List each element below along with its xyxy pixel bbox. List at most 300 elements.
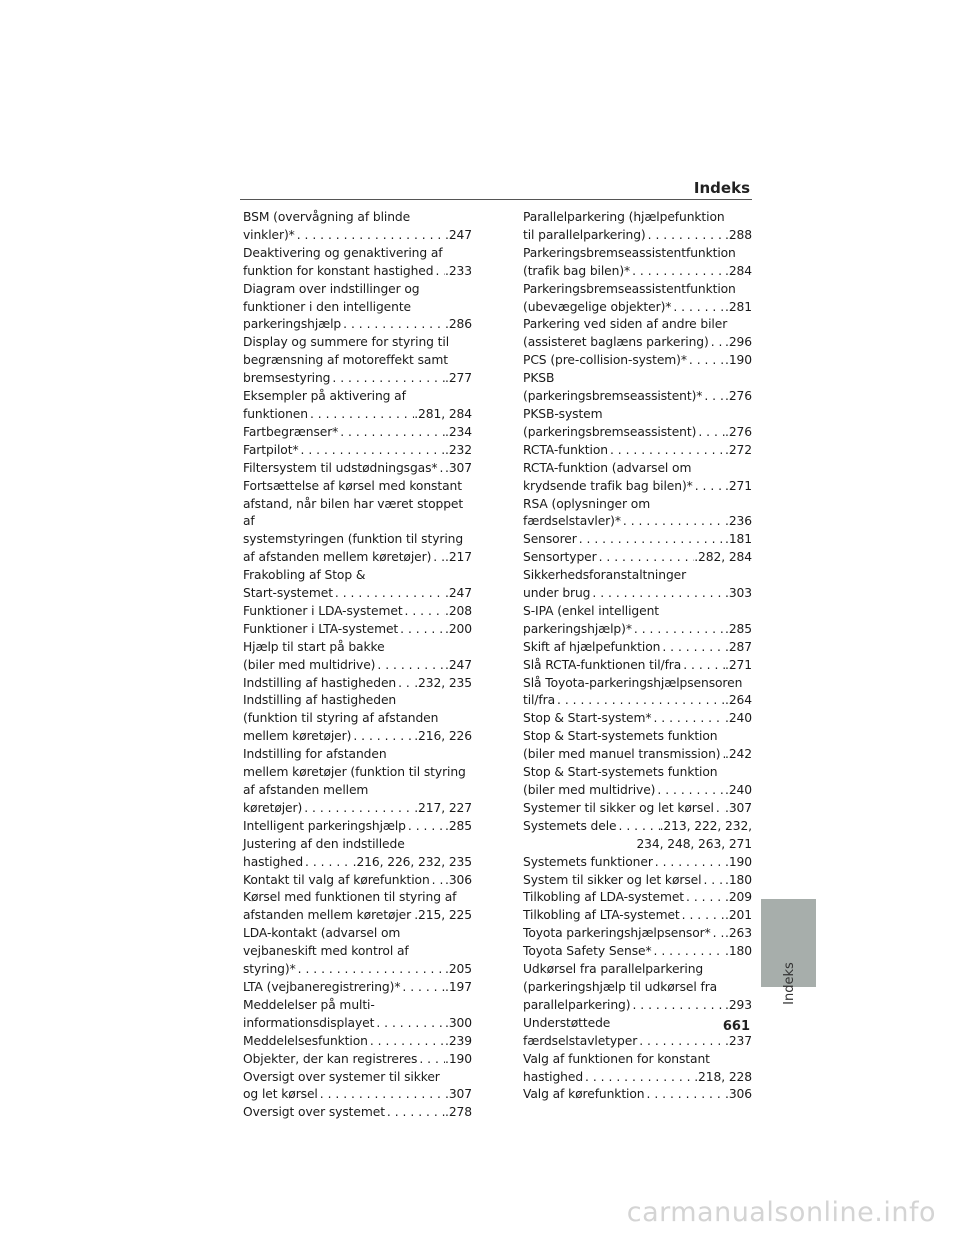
index-entry (523, 567, 752, 603)
index-entry-pages: .281 (725, 299, 752, 314)
dot-leader (590, 585, 725, 603)
index-entry-pages: .232 (445, 442, 472, 457)
index-entry-last-line (243, 621, 472, 639)
index-entry-pages: .277 (445, 371, 472, 386)
index-entry (243, 746, 472, 818)
index-entry-last-line (523, 925, 752, 943)
index-entry-term: og let kørsel (243, 1087, 318, 1102)
index-entry-pages: .197 (445, 979, 472, 994)
dot-leader (687, 352, 725, 370)
index-entry-last-line (523, 513, 752, 531)
index-entry-pages: .217 (445, 550, 472, 565)
index-entry-pages: .236 (725, 514, 752, 529)
index-entry (523, 316, 752, 352)
index-entry-last-line (523, 782, 752, 800)
index-entry-last-line (523, 388, 752, 406)
index-entry-text: Kørsel med funktionen til styring af (243, 890, 457, 905)
index-entry-term: Oversigt over systemet (243, 1105, 385, 1120)
index-entry-term: til/fra (523, 693, 556, 708)
index-entry-text: Fortsættelse af kørsel med konstant (243, 478, 462, 493)
index-entry-pages: .216, 226 (414, 729, 472, 744)
index-entry-term: vinkler)* (243, 227, 295, 242)
index-entry-term: bremsestyring (243, 371, 331, 386)
index-entry (523, 281, 752, 317)
index-entry-term: (trafik bag bilen)* (523, 263, 631, 278)
page-number: 661 (722, 1019, 750, 1034)
index-entry (523, 406, 752, 442)
index-entry-text: Hjælp til start på bakke (243, 639, 385, 654)
index-entry (523, 639, 752, 657)
index-entry-pages: .215, 225 (414, 908, 472, 923)
index-entry-term: RCTA-funktion (523, 442, 608, 457)
dot-leader (417, 1051, 445, 1069)
index-entry-last-line (523, 478, 752, 496)
dot-leader (374, 1015, 445, 1033)
dot-leader (555, 692, 725, 710)
index-entry-pages: .247 (445, 657, 472, 672)
dot-leader (330, 370, 445, 388)
index-entry-term: Fartpilot* (243, 442, 299, 457)
index-entry (243, 836, 472, 872)
index-entry-text: Understøttede (523, 1015, 611, 1030)
dot-leader (684, 889, 725, 907)
index-entry-text: Meddelelser på multi- (243, 997, 375, 1012)
index-entry-last-line (523, 639, 752, 657)
index-entry-pages: .232, 235 (414, 675, 472, 690)
index-entry-last-line (523, 710, 752, 728)
index-entry-text: Valg af funktionen for konstant (523, 1051, 710, 1066)
index-entry (243, 1104, 472, 1122)
section-tab-label: Indeks (781, 961, 797, 1005)
index-entry-last-line (243, 728, 472, 746)
index-entry-term: Objekter, der kan registreres (243, 1051, 418, 1066)
index-entry-last-line (523, 692, 752, 710)
index-entry-text: (parkeringshjælp til udkørsel fra (523, 979, 718, 994)
index-entry-pages: .287 (725, 639, 752, 654)
index-entry-term: mellem køretøjer) (243, 729, 352, 744)
index-entry-last-line (243, 872, 472, 890)
index-entry (243, 1051, 472, 1069)
index-entry-text: Parkeringsbremseassistentfunktion (523, 245, 736, 260)
index-entry (243, 621, 472, 639)
dot-leader (433, 263, 445, 281)
index-entry (523, 531, 752, 549)
index-entry-last-line (523, 299, 752, 317)
index-entry-pages: .284 (725, 263, 752, 278)
index-entry-term: Meddelelsesfunktion (243, 1033, 368, 1048)
index-entry-last-line (523, 263, 752, 281)
index-entry (243, 818, 472, 836)
index-entry (523, 907, 752, 925)
dot-leader (630, 997, 725, 1015)
index-entry-last-line (523, 800, 752, 818)
index-entry-last-line (523, 907, 752, 925)
index-entry-last-line (243, 406, 472, 424)
index-entry-term: færdselstavler)* (523, 514, 621, 529)
index-entry-last-line (243, 603, 472, 621)
index-entry-last-line (523, 442, 752, 460)
index-entry-last-line (523, 621, 752, 639)
index-entry-text: Sikkerhedsforanstaltninger (523, 568, 687, 583)
index-entry-term: Kontakt til valg af kørefunktion (243, 872, 430, 887)
index-entry-term: Indstilling af hastigheden (243, 675, 397, 690)
index-column-left (243, 209, 472, 1122)
dot-leader (680, 907, 725, 925)
index-entry-last-line (243, 1051, 472, 1069)
index-entry-term: Toyota Safety Sense* (523, 944, 652, 959)
index-entry (523, 925, 752, 943)
index-entry-pages: .307 (445, 1087, 472, 1102)
index-entry (523, 370, 752, 406)
index-entry-last-line (243, 460, 472, 478)
index-entry-text: RSA (oplysninger om (523, 496, 651, 511)
dot-leader (645, 1086, 726, 1104)
index-entry-text: Parallelparkering (hjælpefunktion (523, 210, 725, 224)
index-entry (243, 692, 472, 746)
index-entry (523, 496, 752, 532)
dot-leader (398, 621, 445, 639)
dot-leader (671, 299, 725, 317)
index-entry-last-line (243, 227, 472, 245)
index-entry-term: (biler med multidrive) (243, 657, 376, 672)
dot-leader (333, 585, 445, 603)
dot-leader (296, 961, 445, 979)
index-entry-term: LTA (vejbaneregistrering)* (243, 979, 401, 994)
index-entry-pages: .237 (725, 1033, 752, 1048)
dot-leader (709, 334, 725, 352)
index-entry-last-line (523, 997, 752, 1015)
index-entry-term: Start-systemet (243, 586, 333, 601)
index-entry-pages: .180 (725, 872, 752, 887)
index-entry-pages-continued: 234, 248, 263, 271 (636, 836, 752, 851)
dot-leader (368, 1033, 445, 1051)
index-entry-text: Diagram over indstillinger og (243, 281, 420, 296)
index-entry-text: Indstilling for afstanden (243, 747, 387, 762)
index-entry-term: Systemets funktioner (523, 854, 653, 869)
index-entry-last-line (523, 352, 752, 370)
dot-leader (403, 603, 445, 621)
index-entry-last-line (523, 334, 752, 352)
watermark-text: carmanualsonline.info (626, 1197, 936, 1228)
index-entry-last-line (243, 1033, 472, 1051)
index-entry-last-line (523, 943, 752, 961)
index-entry-pages: .247 (445, 227, 472, 242)
index-entry-text: begrænsning af motoreffekt samt (243, 353, 448, 368)
index-entry-last-line (243, 316, 472, 334)
dot-leader (693, 478, 725, 496)
index-entry (243, 925, 472, 979)
index-entry (243, 997, 472, 1033)
index-entry-term: til parallelparkering) (523, 227, 646, 242)
index-entry-term: (biler med manuel transmission) (523, 747, 721, 762)
index-entry-term: Filtersystem til udstødningsgas* (243, 460, 438, 475)
index-entry-pages: .242 (725, 747, 752, 762)
dot-leader (375, 657, 445, 675)
index-entry-pages: .285 (725, 621, 752, 636)
index-column-right (523, 209, 752, 1104)
index-entry-text: Justering af den indstillede (243, 836, 405, 851)
index-entry-pages: .272 (725, 442, 752, 457)
index-entry-term: Slå RCTA-funktionen til/fra (523, 657, 682, 672)
index-entry-term: Systemer til sikker og let kørsel (523, 800, 714, 815)
index-entry-pages: .239 (445, 1033, 472, 1048)
index-entry (243, 334, 472, 388)
dot-leader (351, 728, 414, 746)
dot-leader (696, 424, 725, 442)
index-entry-pages: .296 (725, 335, 752, 350)
index-entry (523, 800, 752, 818)
index-entry-last-line (243, 370, 472, 388)
dot-leader (295, 227, 445, 245)
index-entry-term: Intelligent parkeringshjælp (243, 818, 406, 833)
index-entry-term: Valg af kørefunktion (523, 1087, 645, 1102)
index-entry-term: Toyota parkeringshjælpsensor* (523, 926, 711, 941)
index-entry-pages: .285 (445, 818, 472, 833)
index-entry-last-line (523, 585, 752, 603)
index-entry-pages: .293 (725, 997, 752, 1012)
index-entry-term: Systemets dele (523, 818, 617, 833)
index-entry-pages: .217, 227 (414, 800, 472, 815)
index-entry (243, 245, 472, 281)
index-entry (243, 424, 472, 442)
index-entry (523, 603, 752, 639)
index-entry-text: (funktion til styring af afstanden (243, 711, 439, 726)
dot-leader (430, 872, 445, 890)
index-entry-pages: .190 (445, 1051, 472, 1066)
index-entry (523, 460, 752, 496)
dot-leader (299, 442, 446, 460)
index-entry-text: afstand, når bilen har været stoppet af (243, 496, 464, 529)
dot-leader (714, 800, 725, 818)
index-entry-pages: .190 (725, 854, 752, 869)
index-entry (523, 764, 752, 800)
index-entry-text: mellem køretøjer (funktion til styring (243, 765, 466, 780)
index-entry-term: styring)* (243, 962, 296, 977)
index-entry (523, 209, 752, 245)
index-entry-text: systemstyringen (funktion til styring (243, 532, 464, 547)
index-entry-pages: .201 (725, 908, 752, 923)
index-entry-text: Slå Toyota-parkeringshjælpsensoren (523, 675, 743, 690)
index-entry (523, 245, 752, 281)
index-entry-last-line (243, 442, 472, 460)
index-entry-pages: .209 (725, 890, 752, 905)
dot-leader (406, 818, 445, 836)
index-entry-last-line (243, 1104, 472, 1122)
index-entry (523, 872, 752, 890)
index-entry-term: køretøjer) (243, 800, 303, 815)
index-entry-last-line (523, 854, 752, 872)
dot-leader (630, 263, 725, 281)
index-entry-term: (ubevægelige objekter)* (523, 299, 672, 314)
dot-leader (385, 1104, 445, 1122)
index-entry-pages: .306 (445, 872, 472, 887)
index-entry-last-line (523, 227, 752, 245)
index-entry (523, 961, 752, 1015)
index-entry-last-line (523, 531, 752, 549)
dot-leader (621, 513, 725, 531)
index-entry (243, 603, 472, 621)
index-entry-last-line (523, 657, 752, 675)
index-entry-term: hastighed (523, 1069, 584, 1084)
index-entry-term: afstanden mellem køretøjer (243, 908, 412, 923)
index-entry-term: parkeringshjælp)* (523, 621, 632, 636)
dot-leader (655, 782, 725, 800)
index-entry-text: funktioner i den intelligente (243, 299, 412, 314)
index-entry (523, 549, 752, 567)
index-entry-term: Fartbegrænser* (243, 424, 339, 439)
index-entry (523, 854, 752, 872)
index-entry-pages: .247 (445, 586, 472, 601)
index-entry-last-line (243, 961, 472, 979)
page-header-title: Indeks (693, 179, 750, 197)
dot-leader (597, 549, 695, 567)
index-entry-last-line (243, 263, 472, 281)
index-entry (243, 979, 472, 997)
index-entry-term: parallelparkering) (523, 997, 631, 1012)
index-entry-term: under brug (523, 586, 591, 601)
index-entry-pages: .307 (725, 800, 752, 815)
index-entry-pages: .234 (445, 424, 472, 439)
index-entry-term: (assisteret baglæns parkering) (523, 335, 709, 350)
index-entry (523, 352, 752, 370)
index-entry-text: af afstanden mellem (243, 783, 369, 797)
dot-leader (646, 227, 725, 245)
index-entry (523, 1086, 752, 1104)
index-entry-pages: .180 (725, 944, 752, 959)
dot-leader (308, 406, 414, 424)
index-entry-text: Parkering ved siden af andre biler (523, 317, 728, 332)
index-entry-text: Deaktivering og genaktivering af (243, 245, 443, 260)
index-entry-text: LDA-kontakt (advarsel om (243, 926, 401, 941)
dot-leader (338, 424, 445, 442)
index-entry (243, 567, 472, 603)
index-entry-pages: .282, 284 (694, 550, 752, 565)
index-entry-pages: .281, 284 (414, 406, 472, 421)
index-entry-last-line (523, 424, 752, 442)
index-entry-last-line (243, 675, 472, 693)
index-entry (243, 209, 472, 245)
index-entry-pages: .303 (725, 586, 752, 601)
dot-leader (302, 800, 414, 818)
index-entry-text: Frakobling af Stop & (243, 568, 366, 583)
dot-leader (653, 854, 725, 872)
index-entry-term: færdselstavletyper (523, 1033, 638, 1048)
index-entry-text: Parkeringsbremseassistentfunktion (523, 281, 736, 296)
index-entry-pages: .271 (725, 657, 752, 672)
index-entry-term: (parkeringsbremseassistent)* (523, 389, 703, 404)
index-entry-pages: .306 (725, 1087, 752, 1102)
index-entry (243, 675, 472, 693)
index-entry-text: Indstilling af hastigheden (243, 693, 397, 708)
index-entry-pages: .276 (725, 389, 752, 404)
index-entry-pages: .264 (725, 693, 752, 708)
index-entry-term: Sensortyper (523, 550, 597, 565)
index-entry (243, 1069, 472, 1105)
index-entry (243, 388, 472, 424)
index-entry-term: Sensorer (523, 532, 577, 547)
index-entry-term: Funktioner i LDA-systemet (243, 603, 403, 618)
index-entry-term: (parkeringsbremseassistent) (523, 424, 697, 439)
index-entry (523, 657, 752, 675)
dot-leader (632, 621, 725, 639)
index-entry (523, 1051, 752, 1087)
index-entry (243, 478, 472, 568)
dot-leader (318, 1086, 445, 1104)
index-entry-term: hastighed (243, 854, 304, 869)
index-entry-term: Skift af hjælpefunktion (523, 639, 661, 654)
index-entry (243, 889, 472, 925)
index-entry-term: Funktioner i LTA-systemet (243, 621, 399, 636)
index-entry-term: Stop & Start-system* (523, 711, 652, 726)
dot-leader (396, 675, 414, 693)
index-entry-text: Stop & Start-systemets funktion (523, 729, 718, 744)
index-entry-term: parkeringshjælp (243, 317, 342, 332)
index-entry (523, 442, 752, 460)
dot-leader (617, 818, 660, 836)
index-entry-pages: .288 (725, 227, 752, 242)
index-entry (523, 818, 752, 854)
index-entry-pages: .205 (445, 962, 472, 977)
index-entry-text: vejbaneskift med kontrol af (243, 944, 409, 959)
index-entry-last-line (243, 818, 472, 836)
dot-leader (400, 979, 445, 997)
dot-leader (431, 549, 445, 567)
index-entry-last-line (243, 585, 472, 603)
dot-leader (651, 710, 725, 728)
index-entry-last-line (243, 800, 472, 818)
index-entry-last-line (243, 657, 472, 675)
index-entry-pages: .240 (725, 711, 752, 726)
index-entry-last-line (523, 818, 752, 836)
index-entry (243, 460, 472, 478)
index-entry-term: (biler med multidrive) (523, 783, 656, 797)
index-entry (523, 889, 752, 907)
index-entry-term: informationsdisplayet (243, 1015, 375, 1030)
index-entry-text: Stop & Start-systemets funktion (523, 765, 718, 780)
index-entry-last-line (243, 1086, 472, 1104)
index-entry (523, 943, 752, 961)
index-entry-pages: .216, 226, 232, 235 (352, 854, 472, 869)
index-entry-term: Tilkobling af LTA-systemet (523, 908, 680, 923)
index-entry-last-line (523, 889, 752, 907)
index-entry-term: funktion for konstant hastighed (243, 263, 434, 278)
dot-leader (303, 854, 353, 872)
index-entry-text: RCTA-funktion (advarsel om (523, 460, 692, 475)
index-entry (523, 1015, 752, 1051)
index-entry-term: System til sikker og let kørsel (523, 872, 702, 887)
index-entry-text: Eksempler på aktivering af (243, 389, 406, 404)
index-entry-pages: .286 (445, 317, 472, 332)
dot-leader (637, 1033, 725, 1051)
index-entry-text: Display og summere for styring til (243, 335, 450, 350)
index-entry-last-line (523, 872, 752, 890)
index-entry-last-line (243, 907, 472, 925)
index-entry (523, 728, 752, 764)
dot-leader (437, 460, 445, 478)
index-entry-text: PKSB (523, 371, 555, 386)
index-entry-pages: .263 (725, 926, 752, 941)
index-entry-term: af afstanden mellem køretøjer) (243, 550, 432, 565)
index-entry (523, 710, 752, 728)
index-entry-pages: .278 (445, 1105, 472, 1120)
index-entry-text: BSM (overvågning af blinde (243, 210, 411, 224)
index-entry-pages: .190 (725, 353, 752, 368)
index-entry (243, 281, 472, 335)
index-entry-pages: .200 (445, 621, 472, 636)
index-entry-term: funktionen (243, 406, 308, 421)
index-entry-text: PKSB-system (523, 406, 603, 421)
index-entry-last-line (243, 854, 472, 872)
